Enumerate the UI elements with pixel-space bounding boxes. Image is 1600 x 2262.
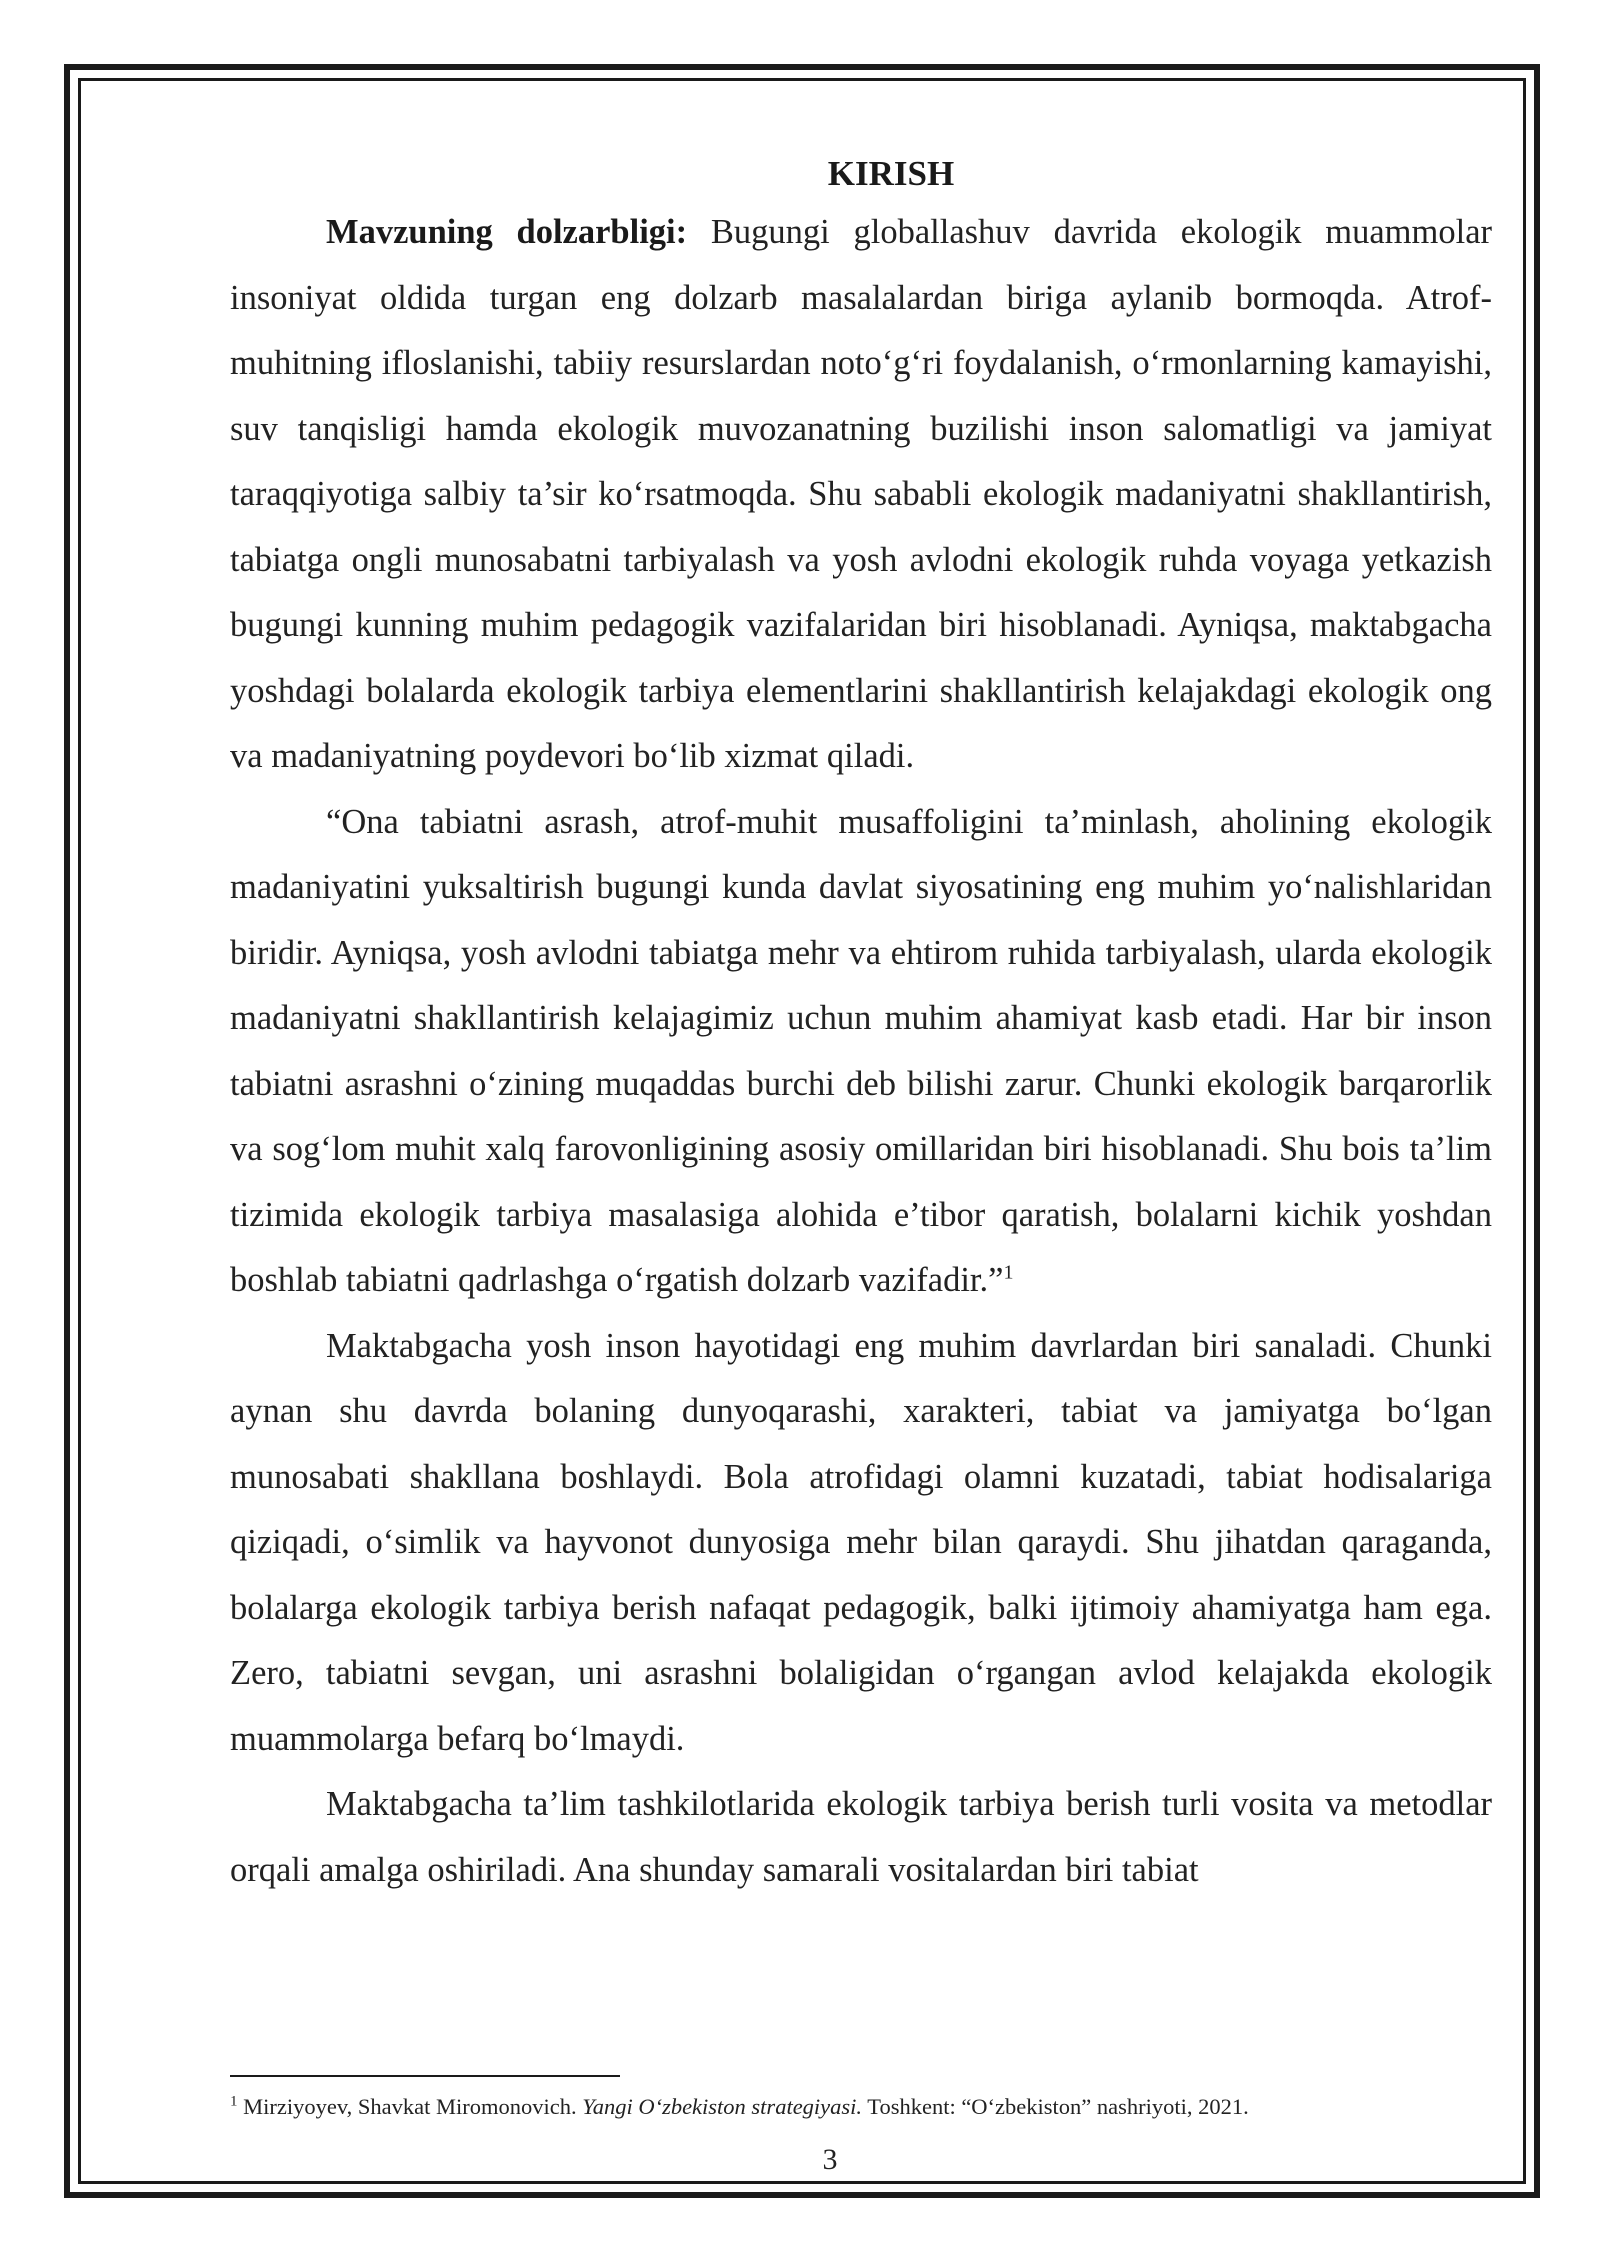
- footnote: [230, 2092, 1492, 2122]
- footnote-publisher: Toshkent: “O‘zbekiston” nashriyoti, 2021.: [862, 2094, 1249, 2119]
- page-body: [230, 148, 1492, 1903]
- paragraph-preschool-methods: Maktabgacha ta’lim tashkilotlarida ekologik tarbiya berish turli vosita va metodlar orqali amalga oshiriladi. Ana shunday samarali vositalardan biri tabiat: [230, 1785, 1492, 1889]
- paragraph-relevance: [230, 200, 1492, 790]
- paragraph-quote: [230, 790, 1492, 1314]
- paragraph-preschool-age: Maktabgacha yosh inson hayotidagi eng muhim davrlardan biri sanaladi. Chunki aynan shu davrda bolaning dunyoqarashi, xarakteri, tabiat va jamiyatga bo‘lgan munosabati shakllana boshlaydi. Bola atrofidagi olamni kuzatadi, tabiat hodisalariga qiziqadi, o‘simlik va hayvonot dunyosiga mehr bilan qaraydi. Shu jihatdan qaraganda, bolalarga ekologik tarbiya berish nafaqat pedagogik, balki ijtimoiy ahamiyatga ham ega. Zero, tabiatni sevgan, uni asrashni bolaligidan o‘rgangan avlod kelajakda ekologik muammolarga befarq bo‘lmaydi.: [230, 1326, 1492, 1758]
- relevance-label: Mavzuning dolzarbligi:: [326, 213, 688, 251]
- relevance-text: Bugungi globallashuv davrida ekologik muammolar insoniyat oldida turgan eng dolzarb masalalardan biriga aylanib bormoqda. Atrof-muhitning ifloslanishi, tabiiy resurslardan noto‘g‘ri foydalanish, o‘rmonlarning kamayishi, suv tanqisligi hamda ekologik muvozanatning buzilishi inson salomatligi va jamiyat taraqqiyotiga salbiy ta’sir ko‘rsatmoqda. Shu sababli ekologik madaniyatni shakllantirish, tabiatga ongli munosabatni tarbiyalash va yosh avlodni ekologik ruhda voyaga yetkazish bugungi kunning muhim pedagogik vazifalaridan biri hisoblanadi. Ayniqsa, maktabgacha yoshdagi bolalarda ekologik tarbiya elementlarini shakllantirish kelajakdagi ekologik ong va madaniyatning poydevori bo‘lib xizmat qiladi.: [230, 213, 1492, 775]
- footnote-separator: [230, 2075, 620, 2077]
- section-heading: KIRISH: [827, 154, 955, 193]
- footnote-number: 1: [230, 2093, 238, 2110]
- quote-text: “Ona tabiatni asrash, atrof-muhit musaffoligini ta’minlash, aholining ekologik madaniyatini yuksaltirish bugungi kunda davlat siyosatining eng muhim yo‘nalishlaridan biridir. Ayniqsa, yosh avlodni tabiatga mehr va ehtirom ruhida tarbiyalash, ularda ekologik madaniyatni shakllantirish kelajagimiz uchun muhim ahamiyat kasb etadi. Har bir inson tabiatni asrashni o‘zining muqaddas burchi deb bilishi zarur. Chunki ekologik barqarorlik va sog‘lom muhit xalq farovonligining asosiy omillaridan biri hisoblanadi. Shu bois ta’lim tizimida ekologik tarbiya masalasiga alohida e’tibor qaratish, bolalarni kichik yoshdan boshlab tabiatni qadrlashga o‘rgatish dolzarb vazifadir.”: [230, 802, 1492, 1299]
- footnote-author: Mirziyoyev, Shavkat Miromonovich.: [237, 2094, 583, 2119]
- footnote-title: Yangi O‘zbekiston strategiyasi.: [582, 2094, 863, 2119]
- footnote-reference[interactable]: 1: [1003, 1261, 1014, 1284]
- page-number: 3: [822, 2143, 838, 2176]
